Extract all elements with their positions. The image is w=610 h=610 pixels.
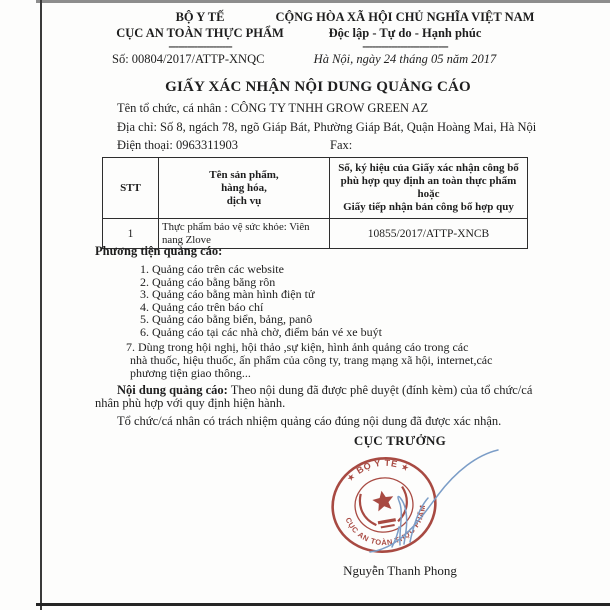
signer-name: Nguyễn Thanh Phong — [343, 563, 457, 578]
row-stt-cell: 1 — [103, 219, 159, 249]
issuer-department: CỤC AN TOÀN THỰC PHẨM — [116, 25, 284, 40]
stamp-bottom-text: CỤC AN TOÀN THỰC PHẨM — [343, 504, 428, 548]
signature-ink — [300, 440, 515, 570]
media-list-item: 1. Quảng cáo trên các website — [140, 262, 284, 276]
certificate-header-line: phù hợp quy định an toàn thực phẩm hoặc — [340, 175, 517, 200]
media-list-item: 6. Quảng cáo tại các nhà chờ, điểm bán vé xe buýt — [140, 324, 382, 339]
national-country: CỘNG HÒA XÃ HỘI CHỦ NGHĨA VIỆT NAM — [275, 10, 535, 24]
document-number: Số: 00804/2017/ATTP-XNQC — [112, 52, 265, 66]
stamp-top-text: ★ BỘ Y TẾ ★ — [344, 457, 412, 484]
media-section-heading: Phương tiện quảng cáo: — [95, 244, 223, 258]
products-table — [102, 157, 528, 249]
row-certificate-cell: 10855/2017/ATTP-XNCB — [330, 219, 528, 249]
responsibility-line: Tổ chức/cá nhân có trách nhiệm quảng cáo đúng nội dung đã được xác nhận. — [117, 414, 502, 428]
media-list-item-7 — [126, 341, 492, 380]
column-header-stt: STT — [103, 158, 159, 219]
table-header-row — [103, 158, 528, 219]
product-header-line: dịch vụ — [226, 194, 262, 207]
issuer-separator: -------------------- — [168, 39, 232, 53]
row-product-cell: Thực phẩm bảo vệ sức khỏe: Viên nang Zlove — [159, 219, 330, 249]
scan-left-edge-line — [40, 0, 42, 610]
media-list-item: 5. Quảng cáo bằng biển, bảng, panô — [140, 312, 313, 327]
column-header-certificate — [330, 158, 528, 219]
document-title: GIẤY XÁC NHẬN NỘI DUNG QUẢNG CÁO — [165, 79, 471, 95]
organization-phone-line: Điện thoại: 0963311903 — [117, 138, 239, 152]
issuer-ministry: BỘ Y TẾ — [175, 10, 225, 24]
media-list-item: 7. Dùng trong hội nghị, hội thảo ,sự kiện, hình ảnh quảng cáo trong các — [126, 340, 469, 354]
media-item7-continuation: nhà thuốc, hiệu thuốc, ấn phẩm của công ty, trang mạng xã hội, internet,các — [130, 352, 493, 367]
media-list-item: 4. Quảng cáo trên báo chí — [140, 299, 264, 314]
signer-title: CỤC TRƯỞNG — [353, 433, 447, 448]
organization-name-line: Tên tổ chức, cá nhân : CÔNG TY TNHH GROW GREEN AZ — [117, 101, 429, 115]
national-block — [260, 10, 550, 51]
signature-main-stroke — [370, 450, 498, 552]
signature-short-stroke — [392, 527, 399, 547]
organization-address-line: Địa chỉ: Số 8, ngách 78, ngõ Giáp Bát, Phường Giáp Bát, Quận Hoàng Mai, Hà Nội — [117, 120, 537, 134]
national-motto: Độc lập - Tự do - Hạnh phúc — [328, 25, 482, 40]
product-header-line: Tên sản phẩm, — [209, 168, 279, 181]
certificate-header-line: Giấy tiếp nhận bản công bố hợp quy — [343, 201, 514, 213]
scan-top-edge-line — [36, 0, 610, 3]
place-and-date: Hà Nội, ngày 24 tháng 05 năm 2017 — [313, 52, 497, 66]
scan-bottom-edge-line — [36, 603, 610, 606]
content-paragraph-line2: nhân phù hợp với quy định hiện hành. — [95, 396, 286, 410]
organization-fax-line: Fax: — [330, 138, 353, 152]
product-header-line: hàng hóa, — [221, 181, 267, 194]
media-item7-continuation: phương tiện giao thông... — [130, 365, 251, 380]
media-list-item: 3. Quảng cáo bằng màn hình điện tử — [140, 287, 315, 302]
column-header-product — [159, 158, 330, 219]
content-text: Theo nội dung đã được phê duyệt (đính kèm) của tổ chức/cá — [227, 383, 533, 397]
national-separator: --------------------------- — [362, 39, 448, 53]
content-label: Nội dung quảng cáo: — [117, 383, 228, 397]
media-list-item: 2. Quảng cáo bằng băng rôn — [140, 274, 276, 289]
media-list — [140, 263, 382, 339]
certificate-header-line: Số, ký hiệu của Giấy xác nhận công bố — [338, 162, 519, 174]
